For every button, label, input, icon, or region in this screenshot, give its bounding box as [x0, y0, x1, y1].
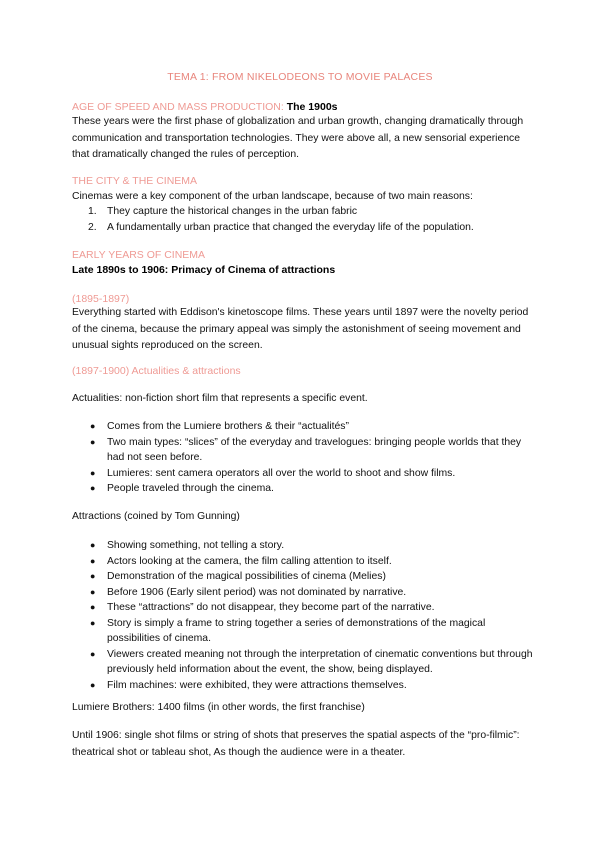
list-text: Comes from the Lumiere brothers & their “actualités”	[107, 421, 349, 432]
age-heading-label: AGE OF SPEED AND MASS PRODUCTION:	[72, 101, 284, 113]
list-text: Demonstration of the magical possibilities of cinema (Melies)	[107, 571, 386, 582]
city-intro: Cinemas were a key component of the urban landscape, because of two main reasons:	[72, 191, 473, 202]
list-item	[88, 481, 538, 497]
list-item	[88, 220, 474, 236]
list-text: A fundamentally urban practice that changed the everyday life of the population.	[107, 222, 474, 233]
p1897-heading: (1897-1900) Actualities & attractions	[72, 365, 241, 377]
list-item	[88, 435, 538, 466]
list-item	[88, 419, 538, 435]
list-item	[88, 585, 538, 601]
list-item	[88, 647, 538, 678]
p1895-heading: (1895-1897)	[72, 293, 130, 305]
p1895-body: Everything started with Eddison's kinetoscope films. These years until 1897 were the novelty period of the cinema, because the primary appeal was simply the astonishment of seeing movement and unusual sights reproduced on the screen.	[72, 307, 529, 351]
list-text: Viewers created meaning not through the interpretation of cinematic conventions but through previously held information about the event, the show, being displayed.	[107, 648, 533, 675]
age-body: These years were the first phase of globalization and urban growth, changing dramatically through communication and transportation technologies. They were above all, a new sensorial experience that dramatically changed the rules of perception.	[72, 116, 524, 160]
bullet-icon: ●	[90, 540, 96, 550]
bullet-icon: ●	[90, 617, 96, 628]
early-heading: EARLY YEARS OF CINEMA	[72, 249, 206, 261]
city-heading: THE CITY & THE CINEMA	[72, 175, 198, 187]
bullet-icon: ●	[90, 555, 96, 566]
bullet-icon: ●	[90, 483, 96, 493]
list-number: 1.	[88, 206, 97, 217]
bullet-icon: ●	[90, 602, 96, 612]
attractions-label: Attractions (coined by Tom Gunning)	[72, 511, 240, 522]
list-item	[88, 554, 538, 570]
list-text: Actors looking at the camera, the film calling attention to itself.	[107, 555, 392, 567]
bullet-icon: ●	[90, 586, 96, 597]
list-text: Lumieres: sent camera operators all over the world to shoot and show films.	[107, 467, 456, 479]
attractions-list	[88, 538, 538, 693]
list-item	[88, 538, 538, 554]
list-text: These “attractions” do not disappear, they become part of the narrative.	[107, 602, 435, 613]
actualities-definition: Actualities: non-fiction short film that represents a specific event.	[72, 393, 368, 404]
early-subheading: Late 1890s to 1906: Primacy of Cinema of attractions	[72, 264, 336, 276]
list-item	[88, 466, 538, 482]
bullet-icon: ●	[90, 679, 96, 690]
list-item	[88, 569, 538, 585]
list-text: They capture the historical changes in the urban fabric	[107, 206, 358, 217]
actualities-list	[88, 419, 538, 497]
until-1906-body: Until 1906: single shot films or string of shots that preserves the spatial aspects of the “pro-filmic”: theatrical shot or tableau shot, As though the audience were in a theater.	[72, 730, 520, 758]
lumiere-line: Lumiere Brothers: 1400 films (in other words, the first franchise)	[72, 702, 365, 713]
bullet-icon: ●	[90, 436, 96, 447]
list-text: Film machines: were exhibited, they were attractions themselves.	[107, 679, 407, 691]
bullet-icon: ●	[90, 421, 96, 431]
list-item	[88, 600, 538, 616]
list-item	[88, 204, 474, 220]
bullet-icon: ●	[90, 571, 96, 581]
page-title: TEMA 1: FROM NIKELODEONS TO MOVIE PALACES	[167, 71, 433, 83]
age-heading	[72, 101, 338, 113]
age-heading-bold: The 1900s	[286, 101, 338, 113]
list-item	[88, 616, 538, 647]
list-item	[88, 678, 538, 694]
list-text: Two main types: “slices” of the everyday and travelogues: bringing people worlds that they had not seen before.	[107, 436, 522, 463]
list-text: Before 1906 (Early silent period) was not dominated by narrative.	[107, 586, 407, 598]
bullet-icon: ●	[90, 648, 96, 659]
list-text: Showing something, not telling a story.	[107, 540, 285, 551]
bullet-icon: ●	[90, 467, 96, 478]
list-number: 2.	[88, 222, 97, 233]
list-text: Story is simply a frame to string together a series of demonstrations of the magical possibilities of cinema.	[107, 617, 486, 644]
city-list	[88, 204, 474, 236]
list-text: People traveled through the cinema.	[107, 483, 274, 494]
